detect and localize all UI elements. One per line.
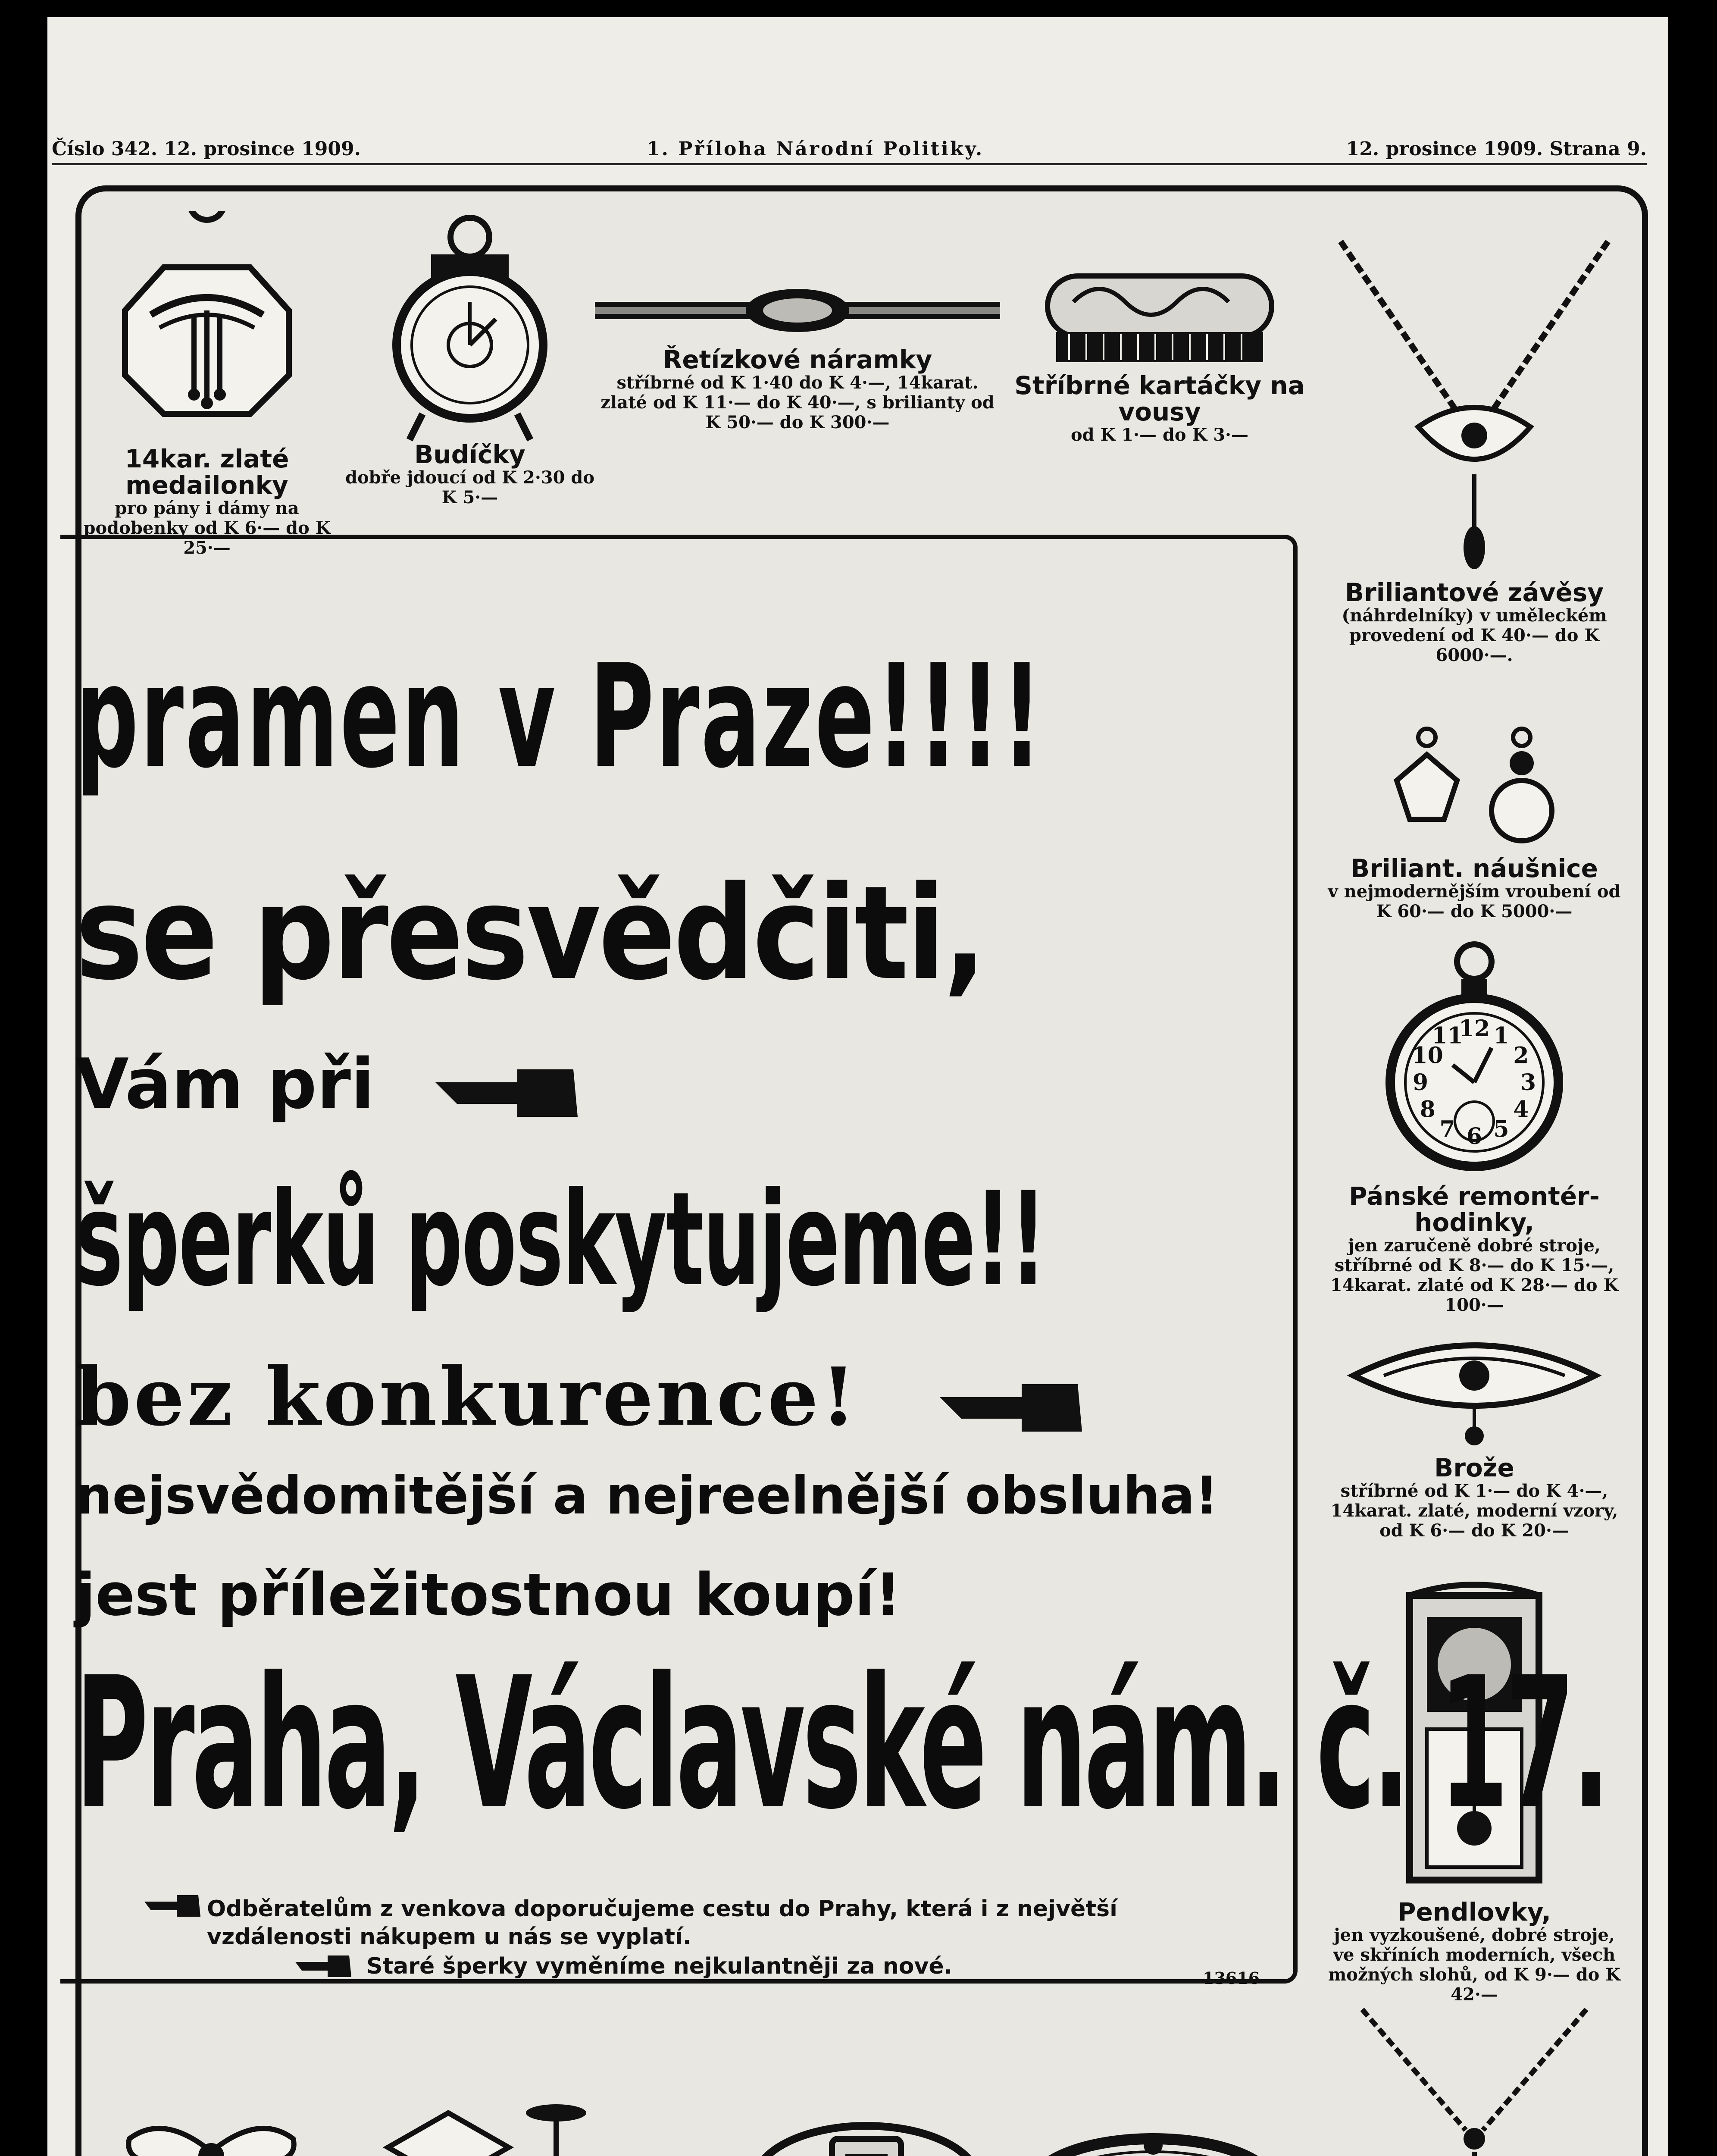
- clock-numeral: 4: [1513, 1096, 1529, 1123]
- ad-footnote-1: Odběratelům z venkova doporučujeme cestu do Prahy, která i z největší vzdálenosti nákupem u nás se vyplatí.: [207, 1896, 1117, 1950]
- beard-brush-icon: [1039, 267, 1280, 371]
- medallion-icon: [86, 211, 328, 453]
- clock-numeral: 5: [1493, 1116, 1509, 1143]
- product-cufflinks: [358, 2096, 642, 2156]
- clock-numeral: 7: [1439, 1116, 1455, 1143]
- product-title: Budíčky: [414, 440, 525, 469]
- ring-icon: [746, 2113, 987, 2156]
- product-desc: stříbrné od K 1·— do K 4·—, 14karat. zlaté, moderní vzory, od K 6·— do K 20·—: [1330, 1480, 1618, 1541]
- pointing-hand-icon: [142, 1893, 203, 1919]
- clock-numeral: 2: [1513, 1042, 1529, 1069]
- clock-numeral: 11: [1432, 1022, 1463, 1049]
- product-pendant-necklace: [1323, 233, 1625, 665]
- brooch-icon: [1345, 1324, 1604, 1453]
- watch-chain-icon: [1345, 2001, 1604, 2156]
- product-title: Řetízkové náramky: [663, 345, 932, 374]
- product-title: 14kar. zlaté medailonky: [125, 444, 289, 500]
- header-center: 1. Příloha Národní Politiky.: [647, 138, 984, 160]
- ad-line-7: jest příležitostnou koupí!: [75, 1561, 901, 1629]
- product-brooch: [1323, 1324, 1625, 1541]
- pointing-hand-icon: [935, 1371, 1091, 1436]
- clock-numeral: 8: [1420, 1096, 1436, 1123]
- product-desc: jen vyzkoušené, dobré stroje, ve skříních moderních, všech možných slohů, od K 9·— do K 42·—: [1328, 1924, 1621, 2005]
- ad-line-1: pramen v Praze!!!!: [75, 634, 1044, 799]
- alarm-clock-icon: [371, 207, 569, 448]
- product-desc: jen zaručeně dobré stroje, stříbrné od K 8·— do K 15·—, 14karat. zlaté od K 28·— do K 100·—: [1330, 1235, 1619, 1315]
- product-desc: stříbrné od K 1·40 do K 4·—, 14karat. zlaté od K 11·— do K 40·—, s brilianty od K 50·— do K 300·—: [600, 372, 995, 432]
- header-left: Číslo 342. 12. prosince 1909.: [52, 138, 361, 160]
- product-desc: od K 1·— do K 3·—: [1071, 424, 1248, 445]
- clock-numeral: 1: [1493, 1022, 1509, 1049]
- earrings-icon: [1367, 724, 1582, 854]
- page-header: [52, 138, 1647, 164]
- ad-line-2: se přesvědčiti,: [75, 858, 985, 1009]
- product-medallion: [82, 211, 332, 558]
- product-title: Pánské remontér-hodinky,: [1349, 1181, 1600, 1237]
- ad-line-4: šperků poskytujeme!!: [75, 1164, 1046, 1315]
- clock-numeral: 6: [1466, 1123, 1482, 1150]
- product-desc: dobře jdoucí od K 2·30 do K 5·—: [345, 467, 594, 508]
- product-desc: v nejmodernějším vroubení od K 60·— do K 5000·—: [1328, 881, 1621, 921]
- pointing-hand-icon: [431, 1056, 586, 1121]
- product-bow-brooch: [82, 2113, 341, 2156]
- product-chain-bracelet: [595, 280, 1000, 432]
- product-title: Briliantové závěsy: [1345, 578, 1604, 607]
- product-title: Stříbrné kartáčky na vousy: [1014, 371, 1305, 426]
- product-beard-brush: [1013, 267, 1306, 445]
- bangle-icon: [1024, 2126, 1282, 2156]
- product-title: Briliant. náušnice: [1351, 854, 1598, 883]
- pointing-hand-icon: [293, 1953, 353, 1979]
- ad-code: 13616: [1203, 1968, 1260, 1988]
- clock-numeral: 9: [1412, 1069, 1429, 1096]
- clock-numeral: 12: [1458, 1015, 1490, 1042]
- header-rule: [52, 163, 1647, 165]
- product-watch-chain: [1323, 2001, 1625, 2156]
- ad-line-8: Praha, Václavské nám. č. 17.: [75, 1639, 1607, 1849]
- product-desc: pro pány i dámy na podobenky od K 6·— do K 25·—: [83, 498, 331, 558]
- product-bangle: [1013, 2126, 1293, 2156]
- clock-numeral: 3: [1520, 1069, 1536, 1096]
- clock-numeral: 10: [1412, 1042, 1443, 1069]
- product-alarm-clock: [341, 207, 599, 508]
- ad-footnote-2: Staré šperky vyměníme nejkulantněji za nové.: [366, 1953, 953, 1979]
- header-right: 12. prosince 1909. Strana 9.: [1346, 138, 1647, 160]
- pocket-watch-icon: [1379, 940, 1569, 1181]
- product-title: Brože: [1434, 1453, 1514, 1482]
- bow-brooch-icon: [112, 2113, 310, 2156]
- product-pocket-watch: [1323, 940, 1625, 1315]
- product-title: Pendlovky,: [1397, 1897, 1551, 1927]
- product-rings: [733, 2113, 1000, 2156]
- necklace-icon: [1323, 233, 1625, 578]
- ad-line-3: Vám při: [75, 1044, 375, 1124]
- cufflinks-icon: [371, 2096, 629, 2156]
- product-desc: (náhrdelníky) v uměleckém provedení od K 40·— do K 6000·—.: [1342, 605, 1607, 665]
- product-earrings: [1323, 724, 1625, 921]
- chain-bracelet-icon: [595, 280, 1000, 345]
- ad-line-5: bez konkurence!: [75, 1350, 859, 1444]
- ad-line-6: nejsvědomitější a nejreelnější obsluha!: [75, 1466, 1219, 1526]
